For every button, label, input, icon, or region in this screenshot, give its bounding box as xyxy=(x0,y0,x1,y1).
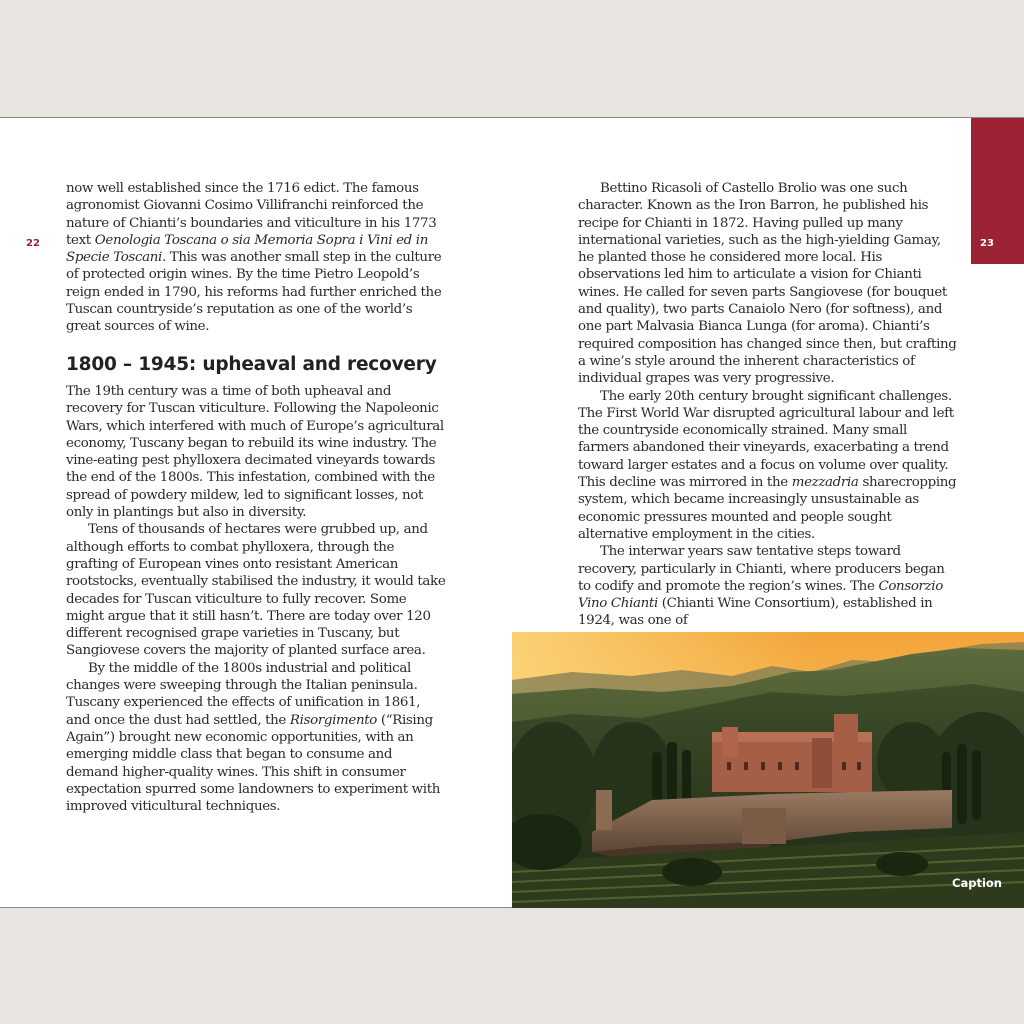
italic-term: Risorgimento xyxy=(289,712,377,728)
page-number-right: 23 xyxy=(980,238,994,249)
italic-term: Consorzio Vino Chianti xyxy=(578,578,943,612)
photo-caption: Caption xyxy=(952,876,1002,890)
right-column xyxy=(578,180,960,630)
paragraph: Bettino Ricasoli of Castello Brolio was one such character. Known as the Iron Barron, he published his recipe for Chianti in 1872. Having pulled up many international varieties, such as the high-yielding Gamay, he planted those he considered more local. His observations led him to articulate a vision for Chianti wines. He called for seven parts Sangiovese (for bouquet and quality), two parts Canaiolo Nero (for softness), and one part Malvasia Bianca Lunga (for aroma). Chianti’s required composition has changed since then, but crafting a wine’s style around the inherent characteristics of individual grapes was very progressive. xyxy=(578,181,957,387)
section-heading: 1800 – 1945: upheaval and recovery xyxy=(66,353,437,375)
page-number-left: 22 xyxy=(26,238,40,249)
book-title: Oenologia Toscana o sia Memoria Sopra i Vini ed in Specie Toscani xyxy=(66,232,429,266)
paragraph: By the middle of the 1800s industrial and political changes were sweeping through the Italian peninsula. Tuscany experienced the effects of unification in 1861, and once the dust had settled, the Risorgimento (“Rising Again”) brought new economic opportunities, with an emerging middle class that began to consume and demand higher-quality wines. This shift in consumer expectation spurred some landowners to experiment with improved viticultural techniques. xyxy=(66,660,441,815)
paragraph: Tens of thousands of hectares were grubbed up, and although efforts to combat phylloxera, through the grafting of European vines onto resistant American rootstocks, eventually stabilised the industry, it would take decades for Tuscan viticulture to fully recover. Some might argue that it still hasn’t. There are today over 120 different recognised grape varieties in Tuscany, but Sangiovese covers the majority of planted surface area. xyxy=(66,522,446,659)
paragraph: now well established since the 1716 edict. The famous agronomist Giovanni Cosimo Villifranchi reinforced the nature of Chianti’s boundaries and viticulture in his 1773 text Oenologia Toscana o sia Memoria Sopra i Vini ed in Specie Toscani. This was another small step in the culture of protected origin wines. By the time Pietro Leopold’s reign ended in 1790, his reforms had further enriched the Tuscan countryside’s reputation as one of the world’s great sources of wine. xyxy=(66,181,442,335)
paragraph: The interwar years saw tentative steps toward recovery, particularly in Chianti, where producers began to codify and promote the region’s wines. The Consorzio Vino Chianti (Chianti Wine Consortium), established in 1924, was one of xyxy=(578,544,945,629)
book-spread xyxy=(0,117,1024,908)
chapter-tab xyxy=(971,118,1024,264)
left-column xyxy=(66,180,446,815)
italic-term: mezzadria xyxy=(791,475,859,491)
paragraph: The 19th century was a time of both upheaval and recovery for Tuscan viticulture. Following the Napoleonic Wars, which interfered with much of Europe’s agricultural economy, Tuscany began to rebuild its wine industry. The vine-eating pest phylloxera decimated vineyards towards the end of the 1800s. This infestation, combined with the spread of powdery mildew, led to significant losses, not only in plantings but also in diversity. xyxy=(66,383,444,521)
paragraph: The early 20th century brought significant challenges. The First World War disrupted agricultural labour and left the countryside economically strained. Many small farmers abandoned their vineyards, exacerbating a trend toward larger estates and a focus on volume over quality. This decline was mirrored in the mezzadria sharecropping system, which became increasingly unsustainable as economic pressures mounted and people sought alternative employment in the cities. xyxy=(578,388,957,542)
castle-photo xyxy=(512,632,1024,908)
castle-landscape-image xyxy=(512,632,1024,908)
